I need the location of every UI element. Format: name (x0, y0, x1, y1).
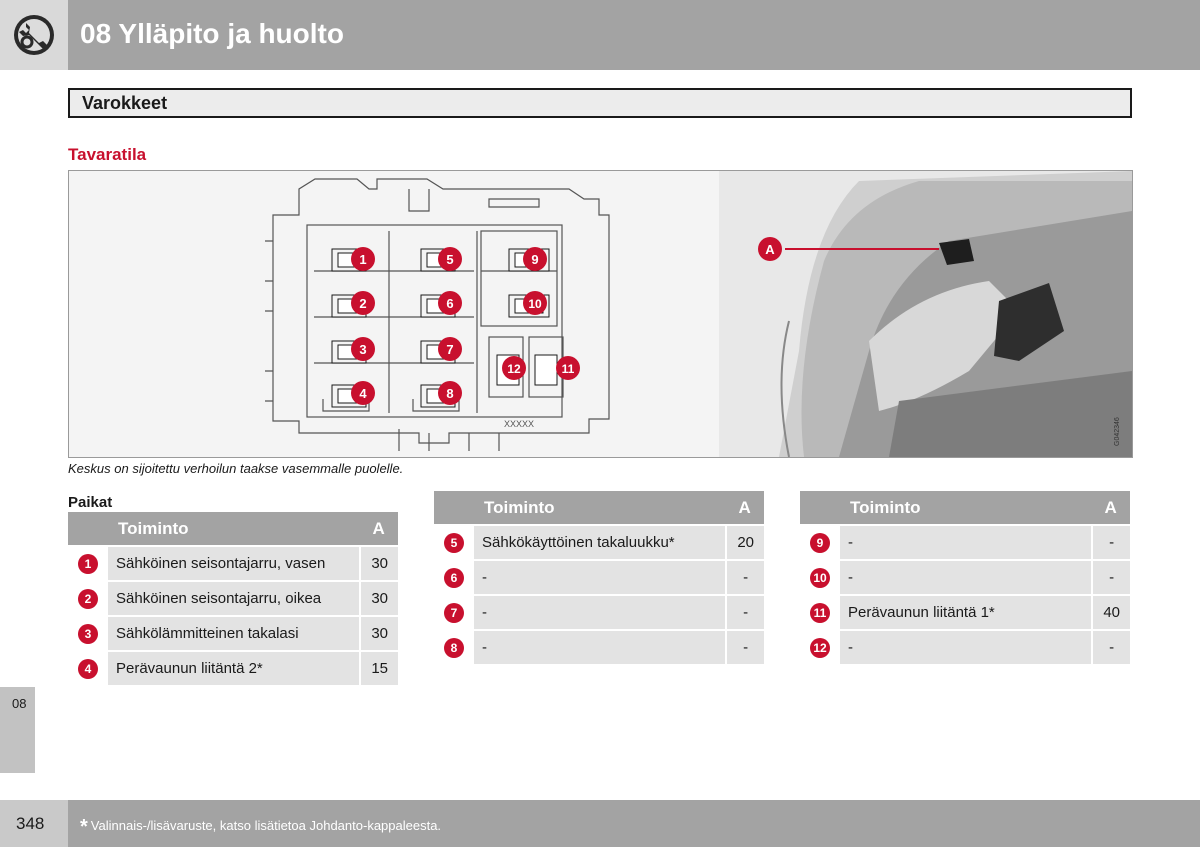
fuse-amperage: 30 (359, 617, 398, 650)
table-header-num (68, 512, 108, 545)
fuse-label: 12 (507, 362, 521, 376)
page-number: 348 (16, 814, 45, 833)
wrench-gear-icon (0, 0, 68, 70)
table-row (434, 596, 764, 629)
table-header-function: Toiminto (840, 491, 1091, 524)
figure-caption: Keskus on sijoitettu verhoilun taakse vasemmalle puolelle. (68, 461, 404, 476)
fuse-label: 2 (359, 296, 367, 311)
table-row (68, 582, 398, 615)
fuse-function: Sähkölämmitteinen takalasi (108, 617, 359, 650)
fuse-function: - (840, 631, 1091, 664)
diagram-code: XXXXX (503, 419, 535, 429)
chapter-icon-box (0, 0, 68, 70)
fuse-function: Sähkökäyttöinen takaluukku* (474, 526, 725, 559)
table-header-num (434, 491, 474, 524)
fuse-number-badge: 3 (78, 624, 98, 644)
fuse-number-badge: 10 (810, 568, 830, 588)
fuse-function: Perävaunun liitäntä 1* (840, 596, 1091, 629)
fuse-number-badge: 6 (444, 568, 464, 588)
section-title: Varokkeet (82, 93, 168, 113)
fuse-amperage: - (725, 596, 764, 629)
image-id: G042346 (1114, 417, 1121, 446)
fuse-table-2 (434, 489, 764, 666)
fuse-function: - (840, 526, 1091, 559)
table-row (68, 547, 398, 580)
table-row (434, 561, 764, 594)
fuse-function: Sähköinen seisontajarru, vasen (108, 547, 359, 580)
fuse-number-badge: 2 (78, 589, 98, 609)
trunk-photo (719, 171, 1132, 457)
fuse-amperage: - (725, 561, 764, 594)
positions-heading: Paikat (68, 494, 113, 511)
fuse-label: 1 (359, 252, 367, 267)
fuse-number-badge: 9 (810, 533, 830, 553)
footnote-star: * (80, 816, 88, 838)
table-row (68, 652, 398, 685)
fuse-number-badge: 8 (444, 638, 464, 658)
fuse-number-badge: 11 (810, 603, 830, 623)
section-header (68, 88, 1132, 118)
fuse-number-badge: 4 (78, 659, 98, 679)
table-row (434, 631, 764, 664)
table-row (800, 526, 1130, 559)
fuse-amperage: 15 (359, 652, 398, 685)
fuse-label: 7 (446, 342, 454, 357)
fuse-number-badge: 5 (444, 533, 464, 553)
callout-label: A (765, 242, 775, 257)
fuse-amperage: 40 (1091, 596, 1130, 629)
fuse-amperage: - (1091, 561, 1130, 594)
fuse-amperage: 30 (359, 547, 398, 580)
fuse-label: 6 (446, 296, 454, 311)
fuse-table-1 (68, 510, 398, 687)
fuse-label: 4 (359, 386, 367, 401)
fuse-box-diagram (69, 171, 719, 457)
table-row (800, 631, 1130, 664)
table-header-function: Toiminto (474, 491, 725, 524)
fuse-label: 5 (446, 252, 454, 267)
fuse-table-3 (800, 489, 1130, 666)
table-header-function: Toiminto (108, 512, 359, 545)
fuse-function: - (474, 561, 725, 594)
fuse-label: 11 (561, 362, 575, 376)
fuse-label: 3 (359, 342, 367, 357)
fuse-amperage: - (725, 631, 764, 664)
footnote-text: Valinnais-/lisävaruste, katso lisätietoa Johdanto-kappaleesta. (90, 818, 442, 833)
footnote (80, 816, 441, 839)
chapter-header (0, 0, 1200, 70)
table-header-amp: A (1091, 491, 1130, 524)
fuse-function: - (840, 561, 1091, 594)
table-header-amp: A (359, 512, 398, 545)
fuse-function: - (474, 596, 725, 629)
trunk-illustration (719, 171, 1132, 457)
table-header-num (800, 491, 840, 524)
table-row (68, 617, 398, 650)
subsection-title: Tavaratila (68, 145, 147, 164)
fuse-box-figure (68, 170, 1133, 458)
fuse-box-drawing (69, 171, 719, 457)
fuse-label: 9 (531, 252, 539, 267)
fuse-amperage: 30 (359, 582, 398, 615)
fuse-amperage: - (1091, 631, 1130, 664)
table-row (800, 561, 1130, 594)
chapter-title: 08 Ylläpito ja huolto (80, 18, 344, 49)
fuse-function: Sähköinen seisontajarru, oikea (108, 582, 359, 615)
chapter-side-tab (0, 687, 35, 773)
fuse-amperage: 20 (725, 526, 764, 559)
fuse-label: 8 (446, 386, 454, 401)
fuse-label: 10 (528, 297, 542, 311)
fuse-number-badge: 12 (810, 638, 830, 658)
fuse-function: Perävaunun liitäntä 2* (108, 652, 359, 685)
table-row (800, 596, 1130, 629)
side-tab-label: 08 (12, 696, 27, 711)
fuse-amperage: - (1091, 526, 1130, 559)
table-header-amp: A (725, 491, 764, 524)
table-row (434, 526, 764, 559)
fuse-function: - (474, 631, 725, 664)
fuse-number-badge: 7 (444, 603, 464, 623)
fuse-number-badge: 1 (78, 554, 98, 574)
